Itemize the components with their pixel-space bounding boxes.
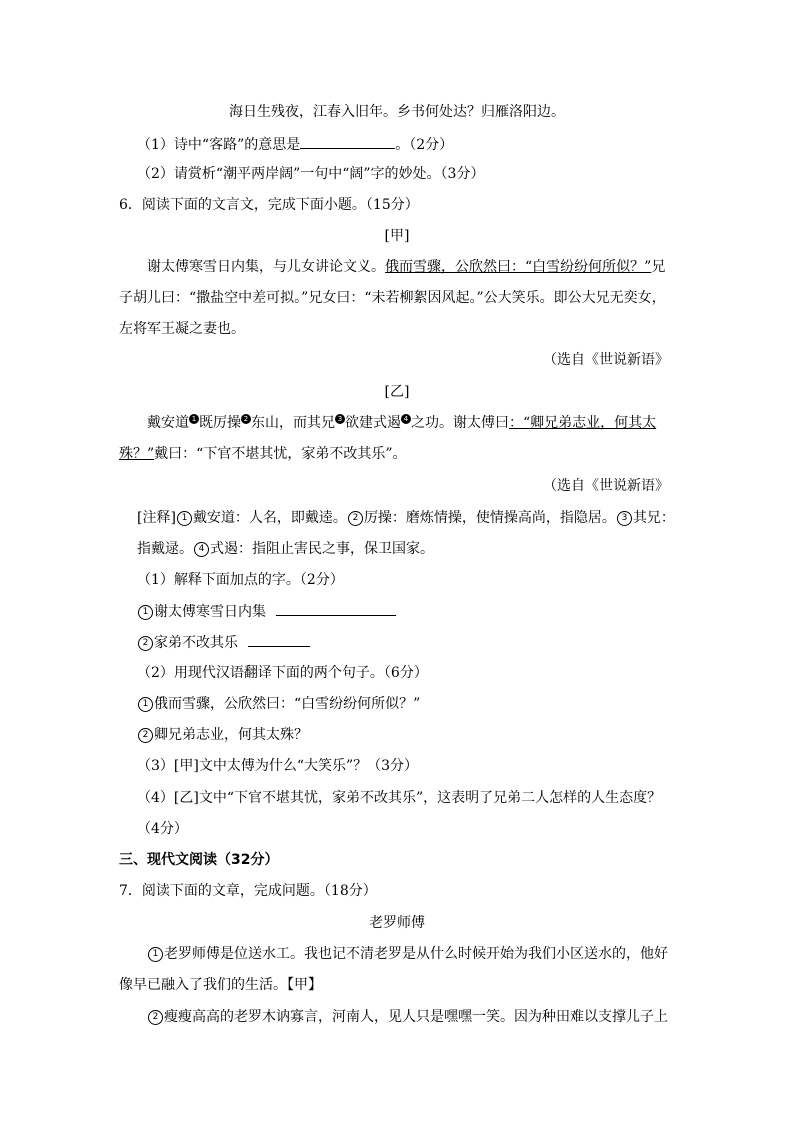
- yi-label: [乙]: [384, 384, 410, 400]
- circled-number-1: 1: [138, 697, 153, 712]
- answer-blank: [276, 601, 396, 616]
- q5-sub1: （1）诗中“客路”的意思是 。（2分）: [137, 134, 453, 155]
- answer-blank: [248, 632, 310, 647]
- poem-last-line: 海日生残夜，江春入旧年。乡书何处达？归雁洛阳边。: [229, 104, 565, 120]
- circled-number-3: 3: [617, 511, 632, 526]
- q6-sub1: （1）解释下面加点的字。（2分）: [137, 572, 344, 588]
- article-paragraph-2: 2 瘦瘦高高的老罗木讷寡言，河南人，见人只是嘿嘿一笑。因为种田难以支撑儿子上: [147, 1007, 668, 1027]
- circled-number-2: 2: [148, 1010, 163, 1025]
- circled-number-2: 2: [138, 636, 153, 651]
- underlined-sentence: 殊？”: [119, 446, 155, 462]
- note-marker-3: 3: [335, 414, 345, 424]
- underlined-sentence: ：“卿兄弟志业，何其太: [509, 415, 657, 431]
- q6-sub2: （2）用现代汉语翻译下面的两个句子。（6分）: [137, 665, 428, 681]
- answer-blank: [300, 134, 395, 149]
- q6-title: 6．阅读下面的文言文，完成下面小题。（15分）: [119, 197, 419, 213]
- jia-paragraph-line3: 左将军王凝之妻也。: [119, 321, 245, 337]
- q6-sub1-item1: 1 谢太傅寒雪日内集: [137, 601, 396, 622]
- q6-sub1-item2: 2 家弟不改其乐: [137, 632, 310, 653]
- circled-number-4: 4: [194, 542, 209, 557]
- q6-sub4-score: （4分）: [137, 821, 188, 837]
- circled-number-1: 1: [138, 605, 153, 620]
- jia-paragraph-line1: 谢太傅寒雪日内集，与儿女讲论文义。俄而雪骤，公欣然曰：“白雪纷纷何所似？”兄: [147, 259, 666, 275]
- circled-number-2: 2: [348, 511, 363, 526]
- yi-paragraph-line1: 戴安道 1 既厉操 2 东山，而其兄 3 欲建式遏 4 之功。谢太傅曰：“卿兄弟志业，何其太: [147, 415, 657, 431]
- circled-number-2: 2: [138, 728, 153, 743]
- q6-sub2-item1: 1 俄而雪骤，公欣然曰：“白雪纷纷何所似？”: [137, 694, 420, 714]
- notes-line1: [注释] 1 戴安道：人名，即戴逵。 2 厉操：磨炼情操，使情操高尚，指隐居。 3 其兄：: [137, 510, 675, 526]
- q7-title: 7．阅读下面的文章，完成问题。（18分）: [119, 883, 377, 899]
- underlined-sentence: 俄而雪骤，公欣然曰：“白雪纷纷何所似？”: [385, 259, 652, 275]
- article-title: 老罗师傅: [369, 915, 425, 931]
- section-heading: 三、现代文阅读（32分）: [119, 852, 279, 868]
- q6-sub4: （4）[乙]文中“下官不堪其忧，家弟不改其乐”，这表明了兄弟二人怎样的人生态度？: [137, 790, 662, 806]
- circled-number-1: 1: [148, 947, 163, 962]
- note-marker-1: 1: [189, 414, 199, 424]
- q6-sub3: （3）[甲]文中太傅为什么“大笑乐”？（3分）: [137, 758, 419, 774]
- notes-line2: 指戴逯。 4 式遏：指阻止害民之事，保卫国家。: [137, 541, 434, 557]
- circled-number-1: 1: [177, 511, 192, 526]
- source-citation: （选自《世说新语》: [543, 478, 669, 494]
- jia-label: [甲]: [384, 228, 410, 244]
- q6-sub2-item2: 2 卿兄弟志业，何其太殊？: [137, 725, 308, 745]
- q5-sub2: （2）请赏析“潮平两岸阔”一句中“阔”字的妙处。（3分）: [137, 166, 485, 182]
- yi-paragraph-line2: 殊？”戴曰：“下官不堪其忧，家弟不改其乐”。: [119, 446, 407, 462]
- jia-paragraph-line2: 子胡儿曰：“撒盐空中差可拟。”兄女曰：“未若柳絮因风起。”公大笑乐。即公大兄无奕女，: [119, 290, 666, 306]
- article-paragraph-1-cont: 像早已融入了我们的生活。【甲】: [119, 977, 322, 993]
- article-paragraph-1: 1 老罗师傅是位送水工。我也记不清老罗是从什么时候开始为我们小区送水的，他好: [147, 944, 668, 964]
- note-marker-4: 4: [401, 414, 411, 424]
- source-citation: （选自《世说新语》: [543, 352, 669, 368]
- note-marker-2: 2: [241, 414, 251, 424]
